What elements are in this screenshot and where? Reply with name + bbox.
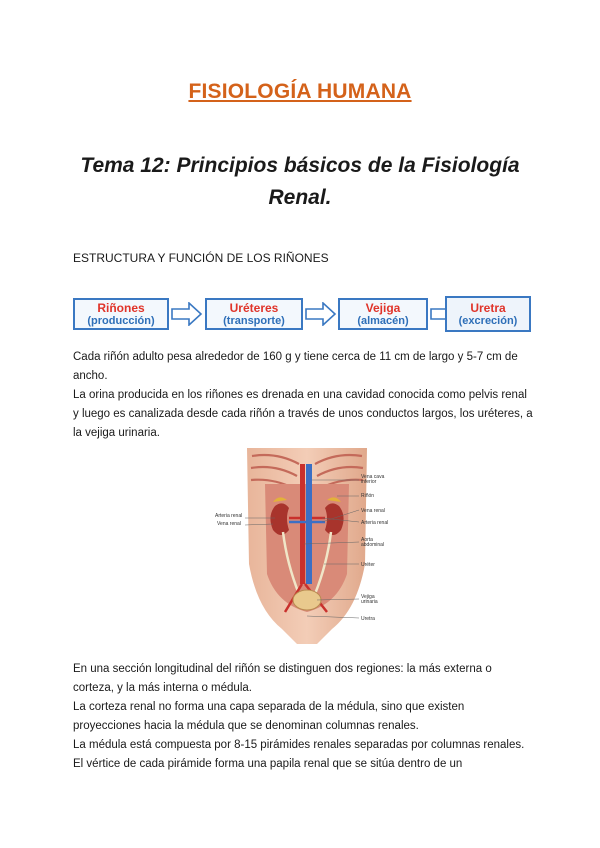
label-abdominal: abdominal	[361, 542, 385, 548]
label-kidney: Riñón	[361, 493, 375, 499]
label-inferior: inferior	[361, 479, 377, 485]
paragraph-text: Cada riñón adulto pesa alrededor de 160 g y tiene cerca de 11 cm de largo y 5-7 cm de ancho.	[73, 351, 518, 382]
paragraph-text: La corteza renal no forma una capa separada de la médula, sino que existen proyecciones hacia la médula que se denominan columnas renales.	[73, 701, 465, 732]
paragraph-renal-medulla	[73, 736, 533, 774]
flow-step-name: Uretra	[470, 301, 506, 315]
arrow-right-icon	[305, 302, 337, 326]
flow-step-name: Riñones	[97, 301, 145, 315]
paragraph-renal-cortex	[73, 698, 533, 736]
aorta-shape	[300, 464, 305, 584]
flow-step-ureters	[205, 298, 303, 330]
section-heading: ESTRUCTURA Y FUNCIÓN DE LOS RIÑONES	[73, 251, 329, 265]
bladder-shape	[293, 590, 321, 610]
paragraph-kidney-size	[73, 348, 533, 386]
paragraph-urine-drainage	[73, 386, 533, 443]
paragraph-longitudinal-section	[73, 660, 533, 698]
topic-title-line1: Tema 12: Principios básicos de la Fisiología	[80, 154, 520, 177]
urinary-system-illustration	[207, 444, 407, 644]
flow-step-name: Vejiga	[365, 301, 401, 315]
label-bladder: Vejiga	[361, 594, 375, 600]
label-urethra: Uretra	[361, 616, 375, 622]
label-left-renal-vein: Vena renal	[217, 521, 241, 527]
flow-step-urethra	[445, 296, 531, 332]
label-urinary: urinaria	[361, 599, 378, 605]
flow-step-role: (transporte)	[223, 315, 285, 327]
arrow-right-icon	[171, 302, 203, 326]
flow-step-role: (excreción)	[458, 315, 518, 327]
paragraph-text: La médula está compuesta por 8-15 pirámides renales separadas por columnas renales. El vértice de cada pirámide forma una papila renal que se sitúa dentro de un	[73, 739, 525, 770]
label-ureter: Uréter	[361, 562, 375, 568]
flow-step-kidneys	[73, 298, 169, 330]
label-vena-cava: Vena cava	[361, 474, 385, 480]
flow-step-bladder	[338, 298, 428, 330]
topic-title-line2: Renal.	[268, 186, 332, 209]
flow-step-name: Uréteres	[229, 301, 279, 315]
label-renal-vein: Vena renal	[361, 508, 385, 514]
topic-title	[60, 150, 540, 214]
label-renal-artery: Arteria renal	[361, 520, 389, 526]
paragraph-text: En una sección longitudinal del riñón se distinguen dos regiones: la más externa o corteza, y la más interna o médula.	[73, 663, 492, 694]
flow-step-role: (almacén)	[357, 315, 409, 327]
label-aorta: Aorta	[361, 537, 373, 543]
urinary-flow-diagram	[73, 293, 533, 335]
label-left-renal-artery: Arteria renal	[215, 513, 243, 519]
flow-step-role: (producción)	[87, 315, 155, 327]
vena-cava-shape	[306, 464, 312, 584]
paragraph-text: La orina producida en los riñones es drenada en una cavidad conocida como pelvis renal y luego es canalizada desde cada riñón a través de unos conductos largos, los uréteres, a la vejiga urinaria.	[73, 389, 533, 439]
document-title: FISIOLOGÍA HUMANA	[188, 80, 412, 103]
